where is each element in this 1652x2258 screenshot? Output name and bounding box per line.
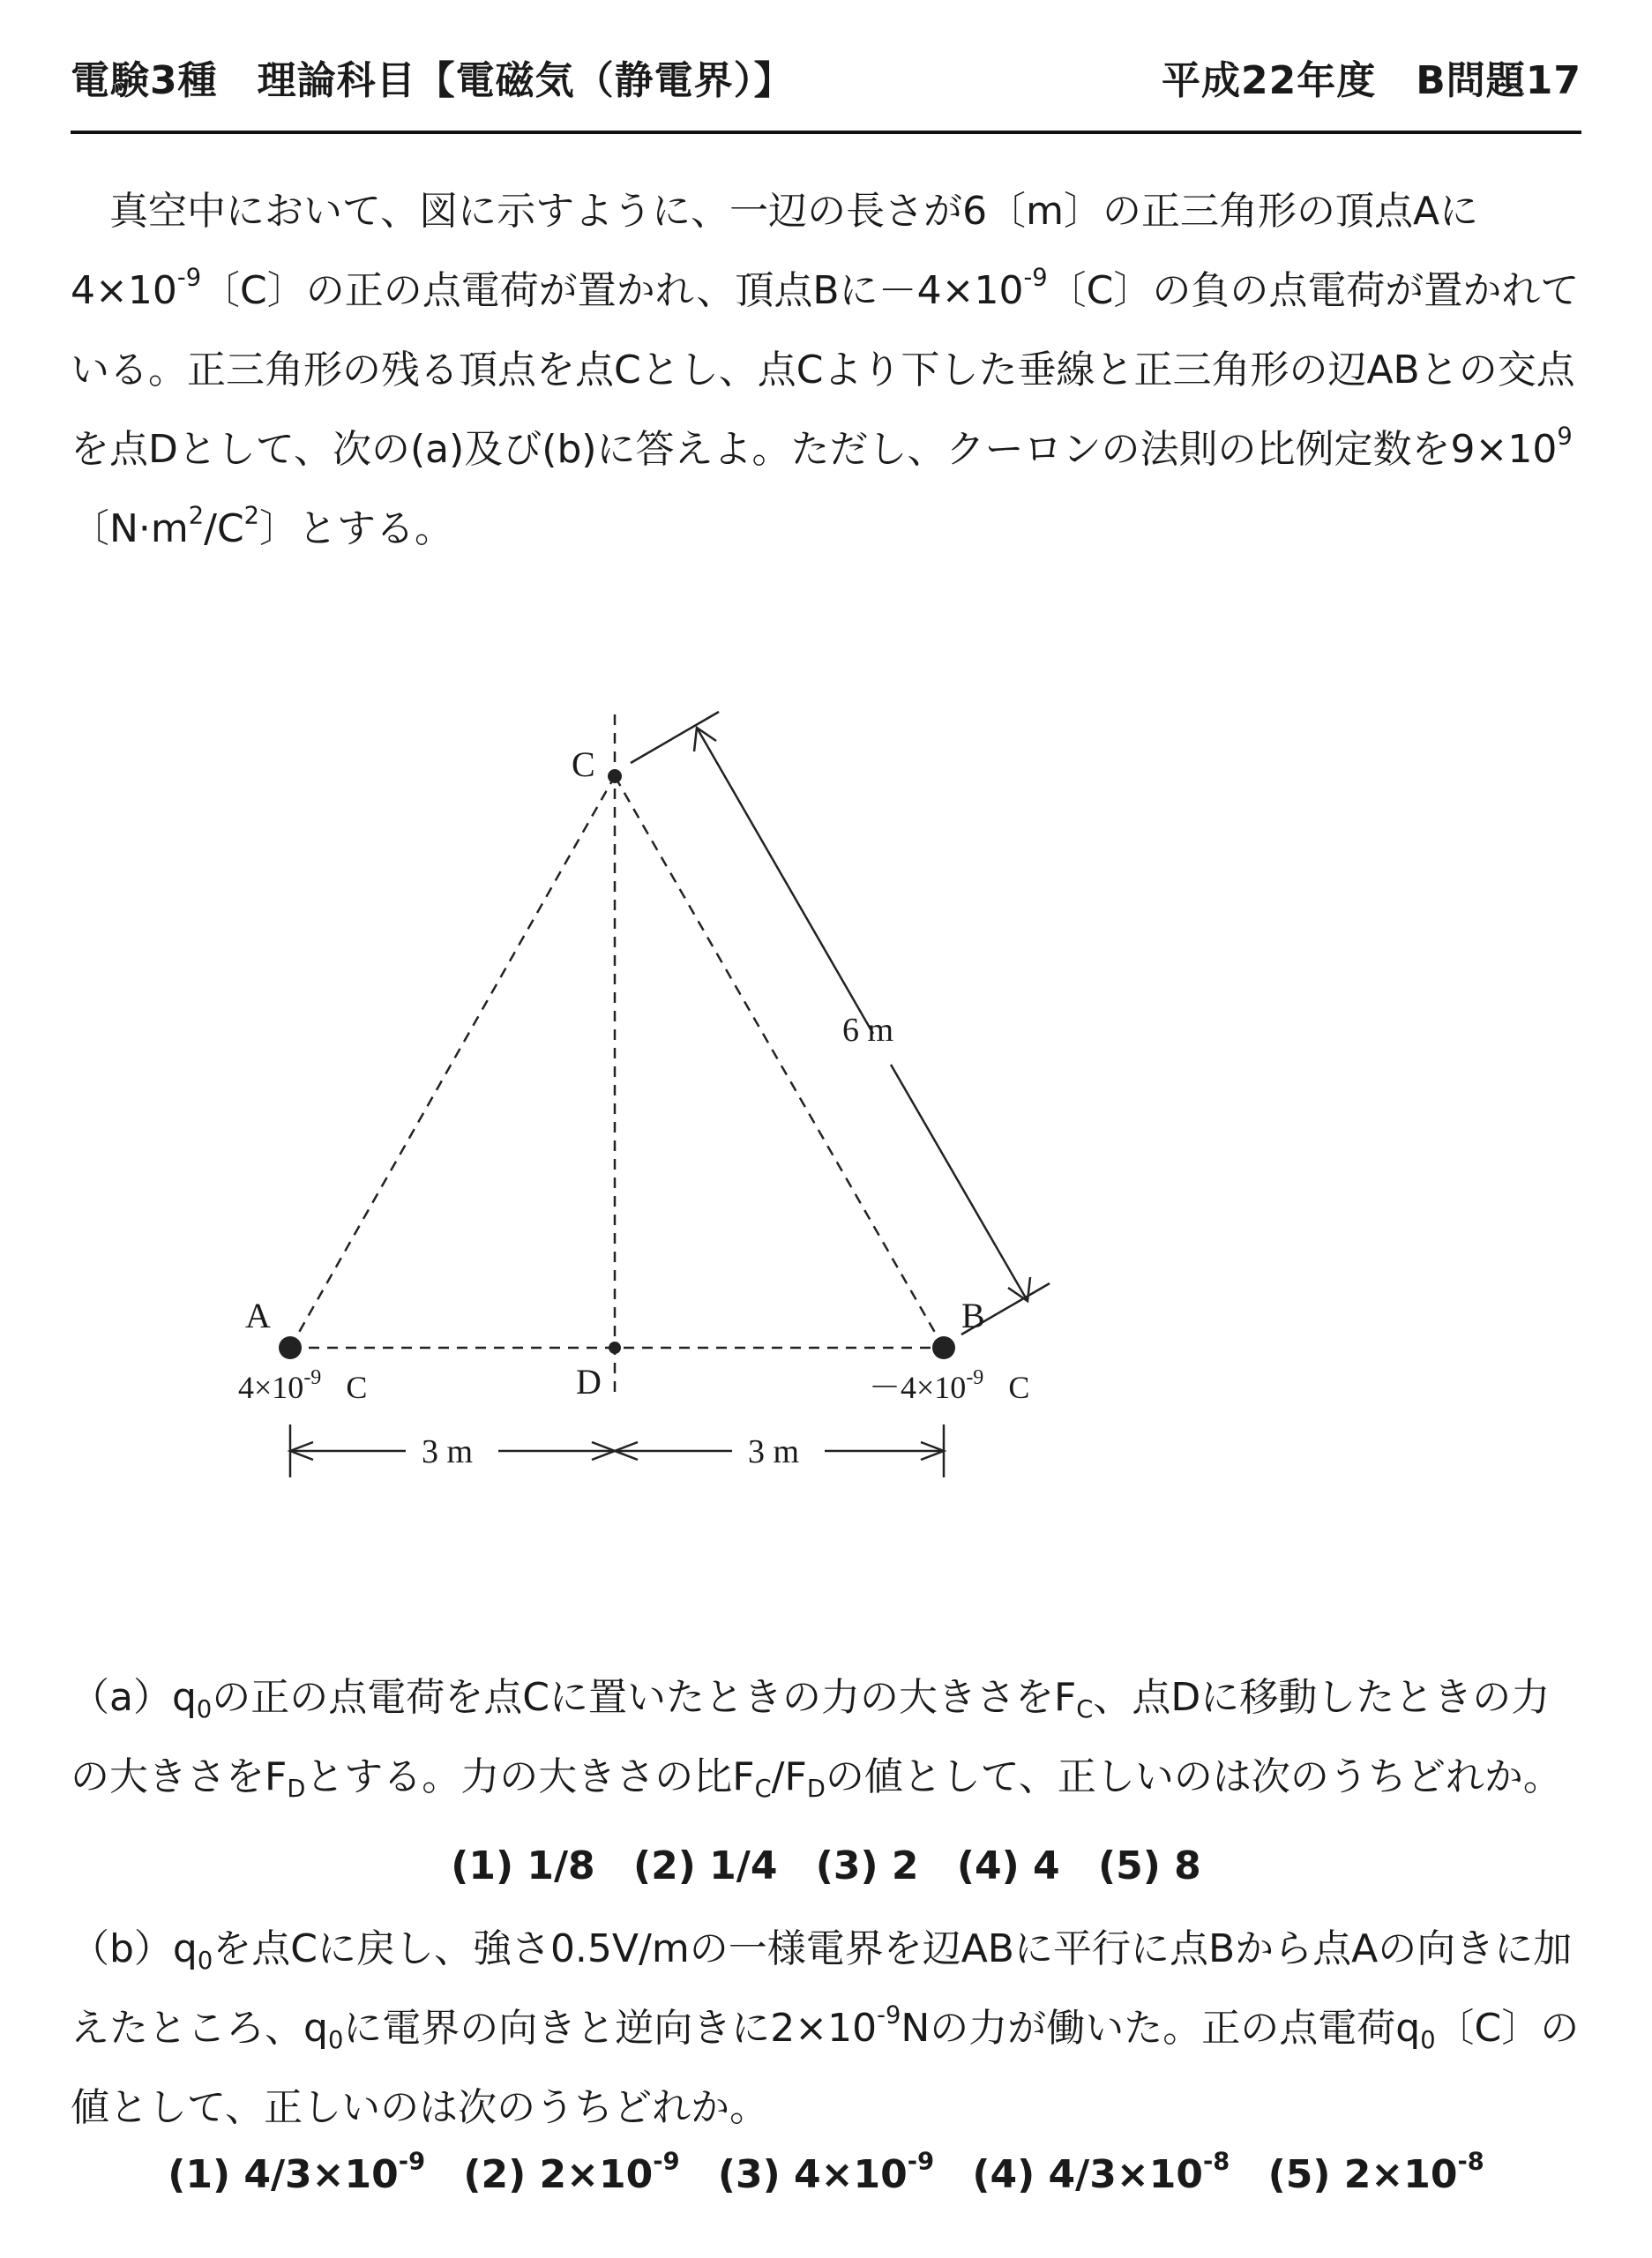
side-bc	[615, 776, 944, 1348]
label-3m-right: 3 m	[748, 1433, 800, 1470]
header-year: 平成22年度 B問題17	[1162, 58, 1581, 103]
label-c: C	[572, 744, 595, 784]
charge-a-label: $4\times 10^{-9}$ C	[238, 1366, 368, 1405]
arrowhead-lower	[1008, 1277, 1030, 1301]
dim-extension-c	[631, 712, 719, 763]
point-c	[608, 769, 622, 783]
label-side-6m: 6 m	[842, 1012, 894, 1049]
label-b: B	[961, 1296, 985, 1335]
option-b-4[interactable]: (4) $4/3\times 10^{-8}$	[972, 2148, 1230, 2197]
header-title: 電験3種 理論科目【電磁気（静電界）】	[71, 58, 794, 103]
charge-b-label: $-4\times 10^{-9}$ C	[869, 1366, 1030, 1405]
label-3m-left: 3 m	[422, 1433, 474, 1470]
option-b-1[interactable]: (1) $4/3\times 10^{-9}$	[168, 2148, 426, 2197]
option-a-4[interactable]: (4) 4	[956, 1843, 1060, 1888]
options-b	[71, 2148, 1581, 2197]
option-b-3[interactable]: (3) $4\times 10^{-9}$	[717, 2148, 935, 2197]
option-a-2[interactable]: (2) 1/4	[633, 1843, 778, 1888]
option-b-5[interactable]: (5) $2\times 10^{-8}$	[1267, 2148, 1484, 2197]
triangle-figure	[0, 688, 1652, 1482]
option-a-1[interactable]: (1) 1/8	[451, 1843, 595, 1888]
arrowhead-upper	[694, 728, 716, 751]
option-a-3[interactable]: (3) 2	[815, 1843, 919, 1888]
dim-line-6m-lower	[891, 1065, 1028, 1301]
question-b: $(b)q_0$を点Cに戻し、強さ0.5V/mの一様電界を辺ABに平行に点Bから点Aの向きに加えたところ、$q_0$に電界の向きと逆向きに$2\times 10^{-9}N$の力が働いた。正の点電荷$q_0$〔C〕の値として、正しいのは次のうちどれか。	[71, 1926, 1580, 2130]
label-a: A	[245, 1296, 271, 1335]
options-a	[71, 1843, 1581, 1888]
side-ac	[290, 776, 615, 1348]
problem-statement: 真空中において、図に示すように、一辺の長さが6〔m〕の正三角形の頂点Aに$4\times 10^{-9}$〔C〕の正の点電荷が置かれ、頂点Bに$-4\times 10^{-9}$〔C〕の負の点電荷が置かれている。正三角形の残る頂点を点Cとし、点Cより下した垂線と正三角形の辺ABとの交点を点Dとして、次の(a)及び(b)に答えよ。ただし、クーロンの法則の比例定数を$9\times 10^9$〔$N\cdot m^2/C^2$〕とする。	[71, 189, 1580, 551]
point-b	[932, 1336, 955, 1359]
point-d	[609, 1342, 621, 1354]
question-a: $(a)q_0$の正の点電荷を点Cに置いたときの力の大きさを$F_C$、点Dに移動したときの力の大きさを$F_D$とする。力の大きさの比$F_C/F_D$の値として、正しいのは次のうちどれか。	[71, 1675, 1562, 1804]
point-a	[279, 1336, 302, 1359]
dim-line-6m-upper	[697, 728, 873, 1034]
option-a-5[interactable]: (5) 8	[1098, 1843, 1201, 1888]
header-rule	[71, 131, 1581, 134]
label-d: D	[576, 1362, 602, 1402]
option-b-2[interactable]: (2) $2\times 10^{-9}$	[463, 2148, 680, 2197]
